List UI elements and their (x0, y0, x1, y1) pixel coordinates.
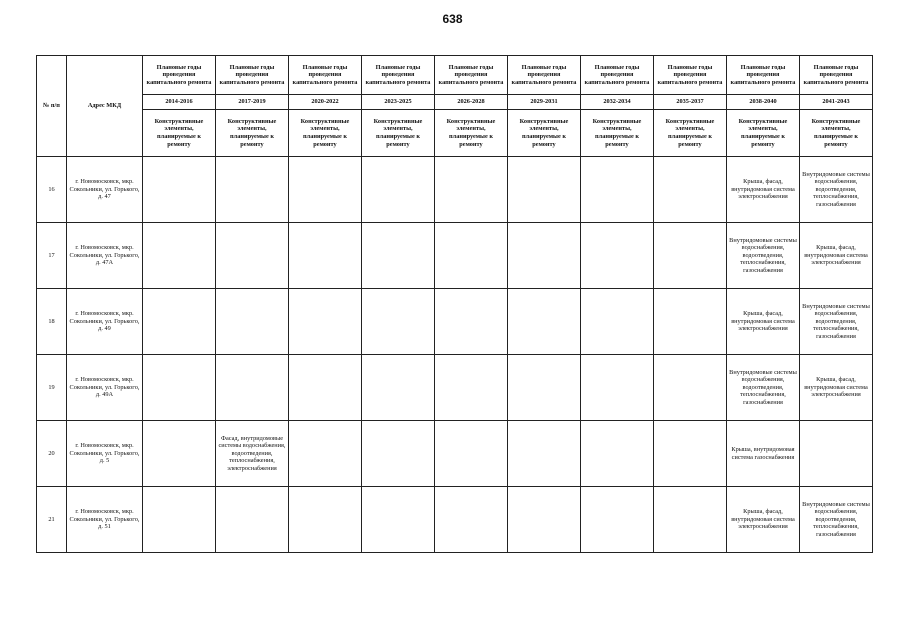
period-header: Плановые годы проведения капитального ремонта (727, 56, 800, 95)
repair-elements-cell (216, 355, 289, 421)
row-address: г. Новомосковск, мкр. Сокольники, ул. Горького, д. 47 (67, 157, 143, 223)
period-header: Плановые годы проведения капитального ремонта (435, 56, 508, 95)
repair-elements-cell (362, 289, 435, 355)
repair-elements-cell (143, 289, 216, 355)
repair-elements-cell (508, 355, 581, 421)
table-row (37, 157, 873, 223)
row-address: г. Новомосковск, мкр. Сокольники, ул. Горького, д. 51 (67, 487, 143, 553)
repair-elements-cell: Крыша, фасад, внутридомовая система электроснабжения (727, 487, 800, 553)
period-header: Плановые годы проведения капитального ремонта (654, 56, 727, 95)
period-years: 2014-2016 (143, 95, 216, 110)
repair-elements-cell (508, 223, 581, 289)
repair-elements-cell (216, 157, 289, 223)
period-years: 2023-2025 (362, 95, 435, 110)
column-header-address: Адрес МКД (67, 56, 143, 157)
repair-elements-cell (289, 487, 362, 553)
repair-elements-cell (800, 421, 873, 487)
period-years: 2029-2031 (508, 95, 581, 110)
table-row (37, 421, 873, 487)
repair-elements-cell (289, 157, 362, 223)
row-address: г. Новомосковск, мкр. Сокольники, ул. Горького, д. 49 (67, 289, 143, 355)
repair-elements-cell (289, 355, 362, 421)
period-years: 2026-2028 (435, 95, 508, 110)
repair-elements-cell: Крыша, фасад, внутридомовая система электроснабжения (727, 157, 800, 223)
repair-elements-cell (289, 223, 362, 289)
repair-elements-cell (654, 157, 727, 223)
repair-elements-cell (216, 223, 289, 289)
repair-elements-cell (362, 157, 435, 223)
period-years: 2035-2037 (654, 95, 727, 110)
repair-elements-cell: Фасад, внутридомовые системы водоснабжения, водоотведения, теплоснабжения, электроснабжения (216, 421, 289, 487)
repair-elements-cell: Крыша, фасад, внутридомовая система электроснабжения (727, 289, 800, 355)
row-number: 19 (37, 355, 67, 421)
repair-elements-cell (581, 157, 654, 223)
repair-elements-cell (362, 487, 435, 553)
row-number: 17 (37, 223, 67, 289)
row-address: г. Новомосковск, мкр. Сокольники, ул. Горького, д. 49А (67, 355, 143, 421)
period-header: Плановые годы проведения капитального ремонта (581, 56, 654, 95)
row-number: 18 (37, 289, 67, 355)
period-header: Плановые годы проведения капитального ремонта (216, 56, 289, 95)
table-header (37, 56, 873, 157)
repair-plan-table (36, 55, 873, 553)
repair-elements-cell (508, 157, 581, 223)
repair-elements-cell (143, 421, 216, 487)
repair-elements-cell (435, 355, 508, 421)
table-row (37, 487, 873, 553)
table-row (37, 223, 873, 289)
period-years: 2032-2034 (581, 95, 654, 110)
repair-elements-cell: Крыша, фасад, внутридомовая система электроснабжения (800, 355, 873, 421)
repair-elements-cell (435, 487, 508, 553)
repair-elements-cell (216, 487, 289, 553)
row-address: г. Новомосковск, мкр. Сокольники, ул. Горького, д. 5 (67, 421, 143, 487)
row-address: г. Новомосковск, мкр. Сокольники, ул. Горького, д. 47А (67, 223, 143, 289)
table-row (37, 355, 873, 421)
repair-elements-cell (581, 223, 654, 289)
repair-elements-cell (435, 223, 508, 289)
repair-elements-cell (362, 223, 435, 289)
repair-elements-cell (143, 223, 216, 289)
repair-elements-cell (289, 421, 362, 487)
repair-elements-cell: Внутридомовые системы водоснабжения, водоотведения, теплоснабжения, газоснабжения (727, 355, 800, 421)
repair-elements-cell (362, 421, 435, 487)
period-years: 2038-2040 (727, 95, 800, 110)
elements-header: Конструктивные элементы, планируемые к ремонту (216, 110, 289, 157)
repair-elements-cell (581, 289, 654, 355)
repair-elements-cell (581, 487, 654, 553)
repair-elements-cell (216, 289, 289, 355)
repair-elements-cell: Крыша, фасад, внутридомовая система электроснабжения (800, 223, 873, 289)
row-number: 20 (37, 421, 67, 487)
repair-elements-cell (654, 487, 727, 553)
elements-header: Конструктивные элементы, планируемые к ремонту (727, 110, 800, 157)
elements-header: Конструктивные элементы, планируемые к ремонту (508, 110, 581, 157)
repair-elements-cell: Внутридомовые системы водоснабжения, водоотведения, теплоснабжения, газоснабжения (800, 289, 873, 355)
elements-header: Конструктивные элементы, планируемые к ремонту (289, 110, 362, 157)
period-years: 2020-2022 (289, 95, 362, 110)
repair-elements-cell (435, 157, 508, 223)
repair-elements-cell (581, 421, 654, 487)
repair-elements-cell (435, 289, 508, 355)
repair-elements-cell (289, 289, 362, 355)
period-header: Плановые годы проведения капитального ремонта (143, 56, 216, 95)
period-header: Плановые годы проведения капитального ремонта (800, 56, 873, 95)
repair-elements-cell (143, 157, 216, 223)
repair-elements-cell (654, 223, 727, 289)
elements-header: Конструктивные элементы, планируемые к ремонту (800, 110, 873, 157)
row-number: 21 (37, 487, 67, 553)
period-years: 2017-2019 (216, 95, 289, 110)
repair-elements-cell (362, 355, 435, 421)
elements-header: Конструктивные элементы, планируемые к ремонту (143, 110, 216, 157)
row-number: 16 (37, 157, 67, 223)
period-header: Плановые годы проведения капитального ремонта (289, 56, 362, 95)
repair-elements-cell (581, 355, 654, 421)
repair-elements-cell (654, 289, 727, 355)
elements-header: Конструктивные элементы, планируемые к ремонту (654, 110, 727, 157)
repair-elements-cell (143, 487, 216, 553)
repair-elements-cell (654, 421, 727, 487)
column-header-number: № п/п (37, 56, 67, 157)
repair-elements-cell: Внутридомовые системы водоснабжения, водоотведения, теплоснабжения, газоснабжения (800, 157, 873, 223)
repair-elements-cell: Внутридомовые системы водоснабжения, водоотведения, теплоснабжения, газоснабжения (727, 223, 800, 289)
period-header: Плановые годы проведения капитального ремонта (508, 56, 581, 95)
repair-elements-cell: Крыша, внутридомовая система газоснабжения (727, 421, 800, 487)
repair-elements-cell: Внутридомовые системы водоснабжения, водоотведения, теплоснабжения, газоснабжения (800, 487, 873, 553)
repair-elements-cell (508, 289, 581, 355)
table-row (37, 289, 873, 355)
repair-elements-cell (143, 355, 216, 421)
period-header: Плановые годы проведения капитального ремонта (362, 56, 435, 95)
repair-elements-cell (654, 355, 727, 421)
page-number: 638 (442, 12, 463, 26)
repair-elements-cell (508, 487, 581, 553)
repair-elements-cell (508, 421, 581, 487)
elements-header: Конструктивные элементы, планируемые к ремонту (435, 110, 508, 157)
elements-header: Конструктивные элементы, планируемые к ремонту (581, 110, 654, 157)
repair-elements-cell (435, 421, 508, 487)
table-body (37, 157, 873, 553)
period-years: 2041-2043 (800, 95, 873, 110)
elements-header: Конструктивные элементы, планируемые к ремонту (362, 110, 435, 157)
